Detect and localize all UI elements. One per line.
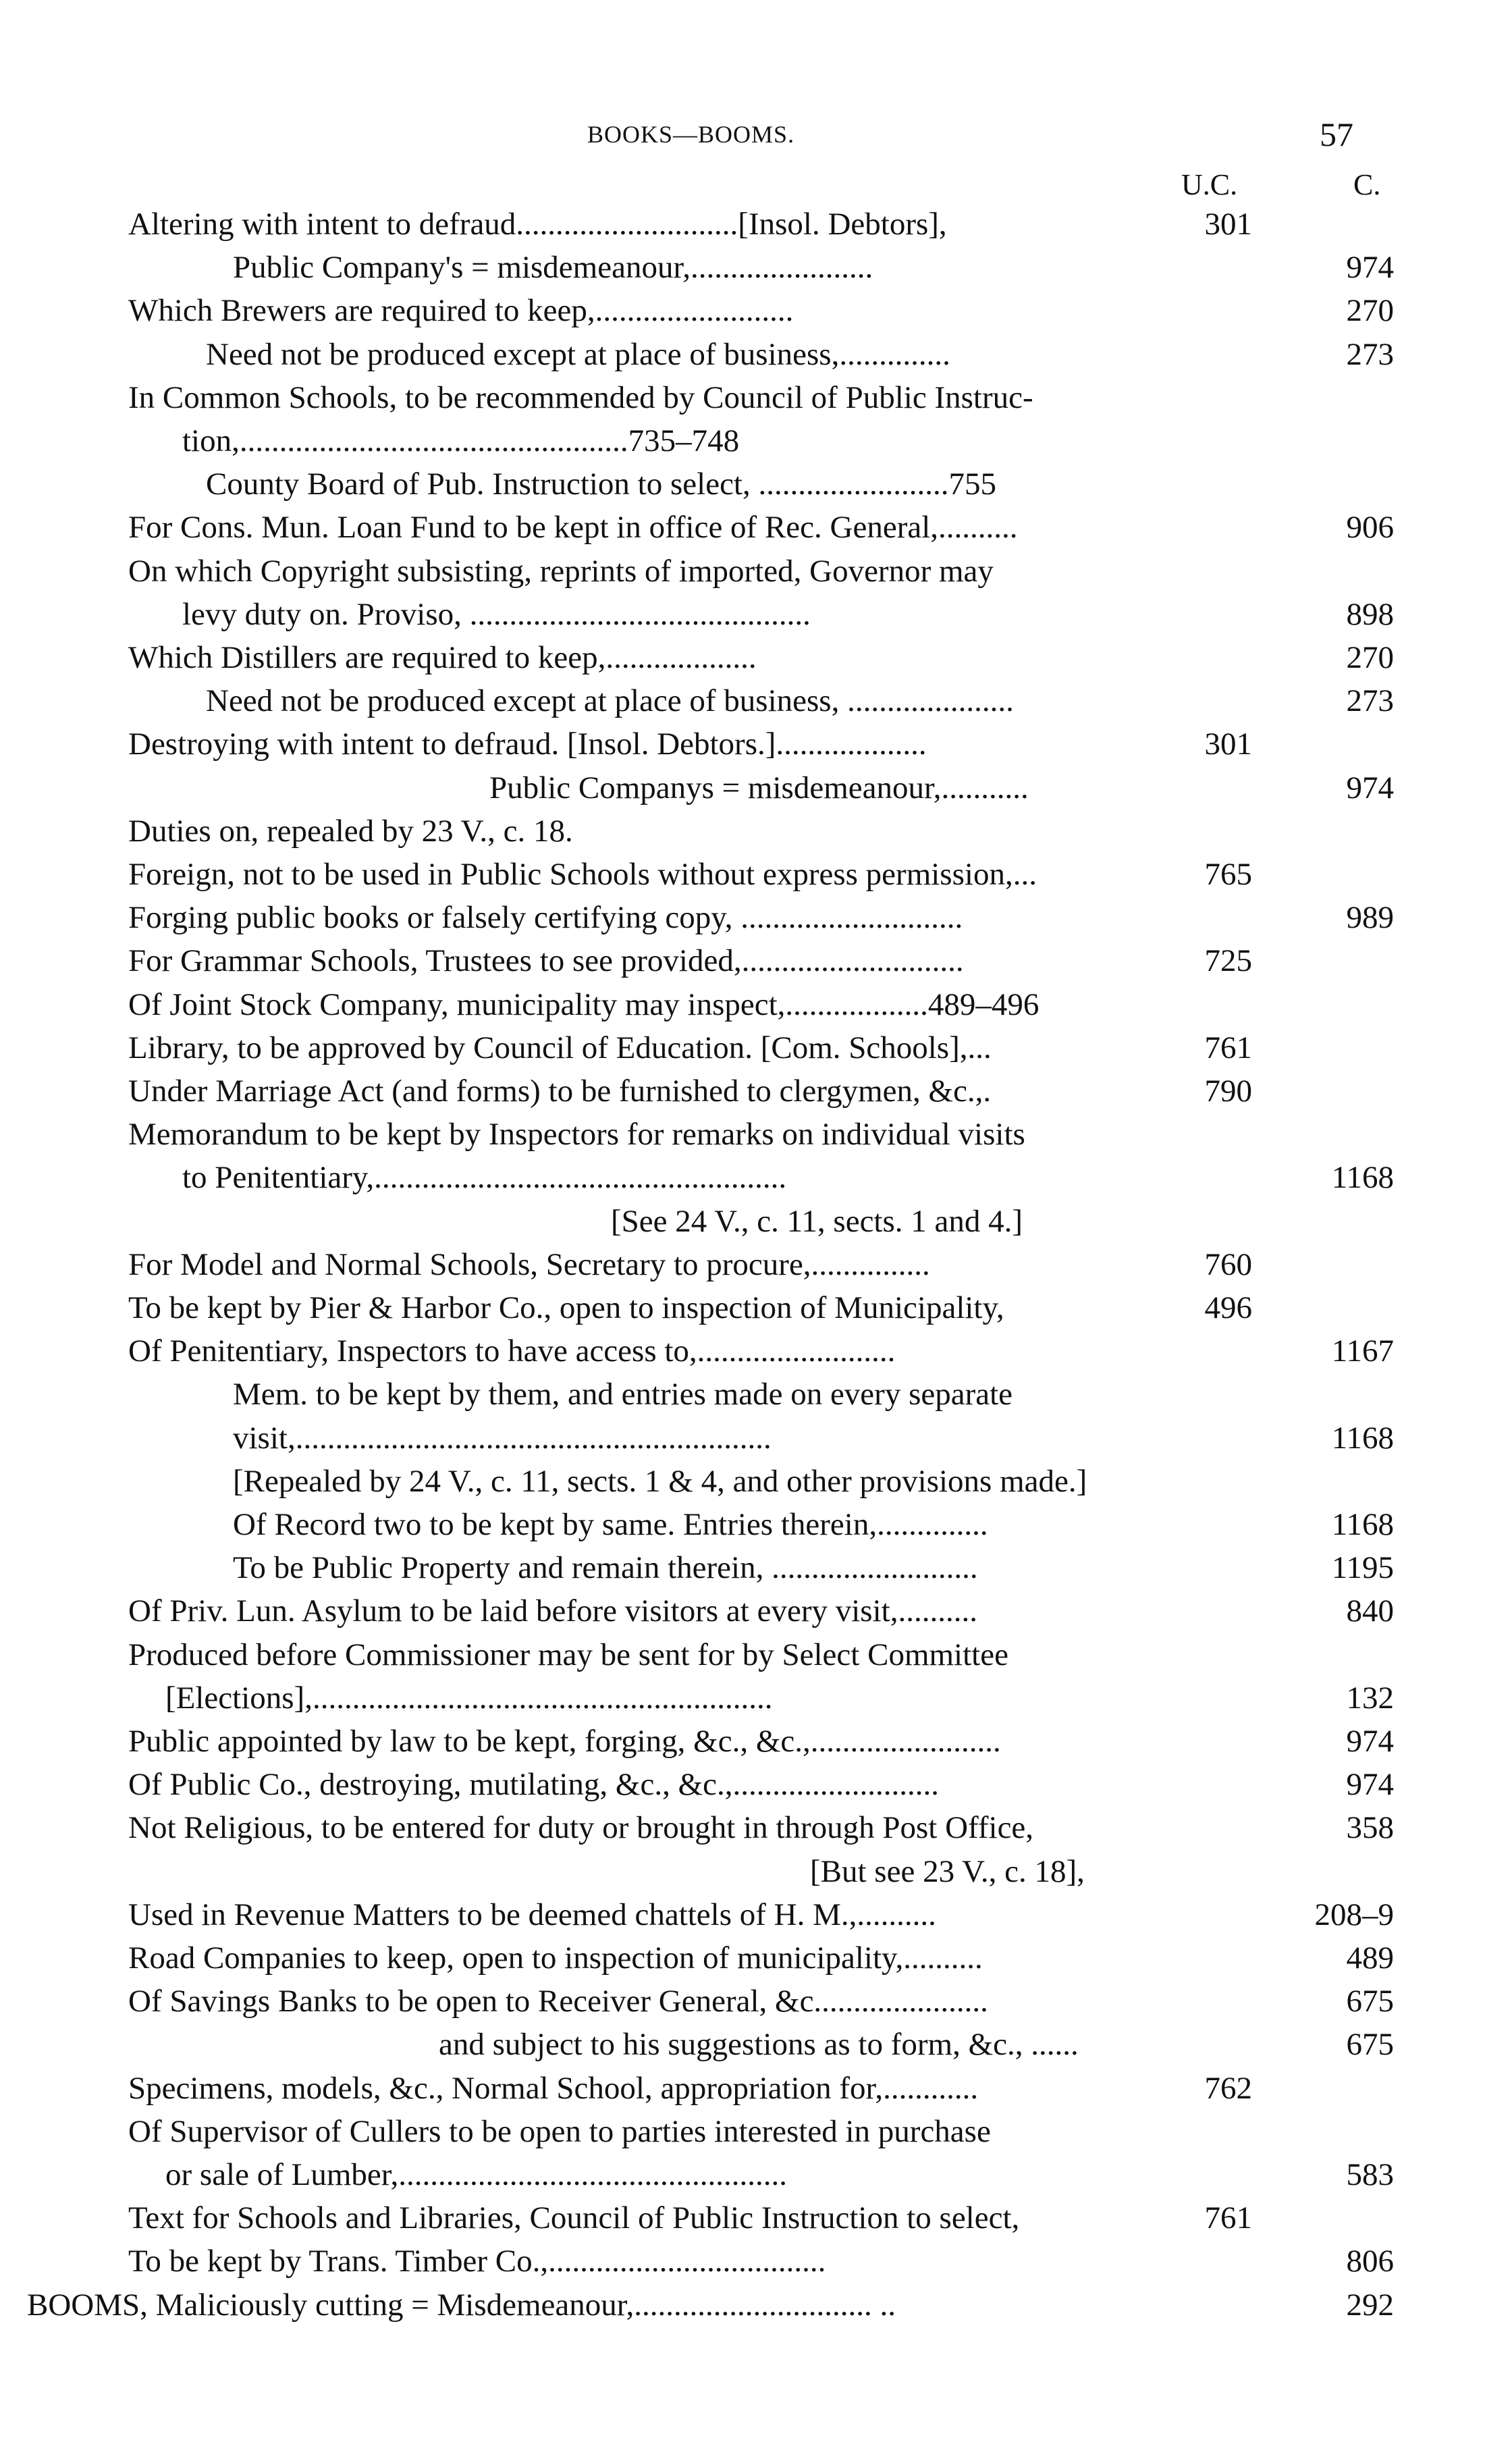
entry-c-ref: 270 (1346, 293, 1394, 329)
entry-text: Need not be produced except at place of business,.............. (206, 336, 950, 372)
index-entry (0, 636, 1512, 679)
entry-text: Road Companies to keep, open to inspection of municipality,.......... (128, 1940, 983, 1976)
index-entry (0, 1850, 1512, 1893)
index-entry (0, 766, 1512, 810)
entry-text: Mem. to be kept by them, and entries made on every separate (233, 1377, 1013, 1412)
index-entry (0, 2110, 1512, 2153)
entry-text: In Common Schools, to be recommended by Council of Public Instruc- (128, 379, 1033, 415)
entry-text: Destroying with intent to defraud. [Insol. Debtors.]................... (128, 726, 927, 762)
entry-text: For Cons. Mun. Loan Fund to be kept in office of Rec. General,.......... (128, 510, 1018, 546)
index-entry (0, 1460, 1512, 1503)
entry-text: Of Public Co., destroying, mutilating, &c., &c.,.......................... (128, 1767, 940, 1803)
entry-text: Foreign, not to be used in Public Schools without express permission,... (128, 857, 1037, 892)
index-entry (0, 2067, 1512, 2110)
index-entry (0, 1763, 1512, 1806)
entry-text: Of Supervisor of Cullers to be open to parties interested in purchase (128, 2113, 991, 2149)
entry-c-ref: 974 (1346, 770, 1394, 805)
index-entry (0, 1589, 1512, 1633)
entry-c-ref: 270 (1346, 640, 1394, 675)
index-entry (0, 1936, 1512, 1980)
index-entry (0, 1113, 1512, 1156)
index-entry (0, 722, 1512, 766)
entry-text: [But see 23 V., c. 18], (810, 1853, 1085, 1889)
index-entry (0, 1200, 1512, 1243)
entry-c-ref: 132 (1346, 1680, 1394, 1716)
entry-text: [Elections],.......................................................... (165, 1680, 773, 1716)
entry-text: For Model and Normal Schools, Secretary to procure,............... (128, 1246, 930, 1282)
index-entry (0, 1243, 1512, 1286)
index-entry (0, 1417, 1512, 1460)
entry-text: Public appointed by law to be kept, forging, &c., &c.,........................ (128, 1724, 1001, 1759)
entry-text: visit,............................................................ (233, 1420, 772, 1456)
entry-c-ref: 273 (1346, 336, 1394, 372)
index-entry (0, 1893, 1512, 1936)
index-entry (0, 203, 1512, 246)
entry-text: to Penitentiary,.................................................... (182, 1160, 787, 1196)
entry-c-ref: 1168 (1331, 1420, 1394, 1456)
entry-c-ref: 675 (1346, 1984, 1394, 2019)
entry-c-ref: 1195 (1331, 1550, 1394, 1586)
index-entry (0, 853, 1512, 896)
index-entry (0, 1980, 1512, 2023)
entry-uc-ref: 765 (1204, 857, 1252, 892)
entry-text: Which Distillers are required to keep,................... (128, 640, 757, 675)
entry-text: and subject to his suggestions as to form, &c., ...... (439, 2027, 1079, 2063)
index-entry (0, 419, 1512, 462)
entry-uc-ref: 760 (1204, 1246, 1252, 1282)
entry-text: [See 24 V., c. 11, sects. 1 and 4.] (611, 1203, 1023, 1239)
entry-text: Not Religious, to be entered for duty or brought in through Post Office, (128, 1810, 1034, 1846)
entry-c-ref: 974 (1346, 1724, 1394, 1759)
entry-uc-ref: 761 (1204, 2200, 1252, 2236)
entry-text: Under Marriage Act (and forms) to be furnished to clergymen, &c.,. (128, 1074, 992, 1109)
entry-text: Of Savings Banks to be open to Receiver General, &c...................... (128, 1984, 988, 2019)
running-header: BOOKS—BOOMS. (587, 121, 795, 148)
entry-c-ref: 898 (1346, 596, 1394, 632)
entry-c-ref: 1168 (1331, 1507, 1394, 1542)
index-entry (0, 1720, 1512, 1763)
entry-c-ref: 989 (1346, 900, 1394, 936)
entry-text: or sale of Lumber,................................................. (165, 2157, 788, 2192)
entry-text: Of Priv. Lun. Asylum to be laid before visitors at every visit,.......... (128, 1593, 977, 1629)
index-entry (0, 896, 1512, 939)
entry-text: Which Brewers are required to keep,......................... (128, 293, 794, 329)
index-entry (0, 1286, 1512, 1329)
index-entry (0, 939, 1512, 982)
entry-text: Used in Revenue Matters to be deemed chattels of H. M.,.......... (128, 1897, 936, 1932)
entry-c-ref: 906 (1346, 510, 1394, 546)
entry-uc-ref: 761 (1204, 1030, 1252, 1065)
index-entry (0, 333, 1512, 376)
column-header-uc: U.C. (1181, 168, 1238, 201)
index-entry (0, 289, 1512, 332)
entry-text: Of Joint Stock Company, municipality may inspect,..................489–496 (128, 986, 1040, 1022)
entry-uc-ref: 790 (1204, 1074, 1252, 1109)
entry-c-ref: 358 (1346, 1810, 1394, 1846)
entry-text: Of Penitentiary, Inspectors to have access to,......................... (128, 1333, 896, 1369)
entry-c-ref: 1167 (1331, 1333, 1394, 1369)
index-entry (0, 1156, 1512, 1199)
entry-uc-ref: 762 (1204, 2070, 1252, 2106)
entry-text: levy duty on. Proviso, ........................................... (182, 596, 811, 632)
index-entry (0, 376, 1512, 419)
entry-c-ref: 840 (1346, 1593, 1394, 1629)
entry-text: Produced before Commissioner may be sent for by Select Committee (128, 1637, 1008, 1672)
entry-text: On which Copyright subsisting, reprints of imported, Governor may (128, 553, 994, 589)
entry-text: Specimens, models, &c., Normal School, appropriation for,............ (128, 2070, 979, 2106)
index-entry (0, 1026, 1512, 1069)
entry-text: Library, to be approved by Council of Education. [Com. Schools],... (128, 1030, 992, 1065)
entry-text: Altering with intent to defraud............................[Insol. Debtors], (128, 207, 947, 242)
entry-text: To be kept by Trans. Timber Co.,................................... (128, 2244, 826, 2279)
entry-text: Need not be produced except at place of business, ..................... (206, 683, 1014, 719)
index-entry (0, 810, 1512, 853)
entry-c-ref: 208–9 (1314, 1897, 1394, 1932)
entry-c-ref: 292 (1346, 2287, 1394, 2323)
entry-text: For Grammar Schools, Trustees to see provided,............................ (128, 943, 964, 979)
index-entry (0, 462, 1512, 506)
entry-c-ref: 489 (1346, 1940, 1394, 1976)
entry-text: Duties on, repealed by 23 V., c. 18. (128, 813, 573, 849)
index-entry (0, 1069, 1512, 1113)
entry-text: [Repealed by 24 V., c. 11, sects. 1 & 4, and other provisions made.] (233, 1463, 1087, 1499)
page-number: 57 (1320, 115, 1353, 153)
index-entry (0, 2283, 1512, 2327)
entry-text: Of Record two to be kept by same. Entries therein,.............. (233, 1507, 988, 1542)
index-entry (0, 1633, 1512, 1676)
index-entry (0, 1676, 1512, 1720)
entry-c-ref: 974 (1346, 1767, 1394, 1803)
entry-uc-ref: 301 (1204, 207, 1252, 242)
entry-text: County Board of Pub. Instruction to select, ........................755 (206, 467, 996, 502)
index-entry (0, 2196, 1512, 2240)
column-header-c: C. (1353, 168, 1381, 201)
entry-text: Forging public books or falsely certifying copy, ............................ (128, 900, 963, 936)
entry-uc-ref: 301 (1204, 726, 1252, 762)
entry-text: To be Public Property and remain therein, .......................... (233, 1550, 978, 1586)
entry-text: Memorandum to be kept by Inspectors for remarks on individual visits (128, 1117, 1025, 1153)
index-entry (0, 593, 1512, 636)
entry-text: To be kept by Pier & Harbor Co., open to inspection of Municipality, (128, 1290, 1004, 1325)
index-entry (0, 1503, 1512, 1546)
index-entry (0, 1546, 1512, 1589)
index-entry (0, 1329, 1512, 1373)
entry-c-ref: 583 (1346, 2157, 1394, 2192)
entry-uc-ref: 496 (1204, 1290, 1252, 1325)
entry-text: Public Company's = misdemeanour,....................... (233, 250, 873, 286)
entry-c-ref: 1168 (1331, 1160, 1394, 1196)
entry-c-ref: 273 (1346, 683, 1394, 719)
entry-text: Text for Schools and Libraries, Council of Public Instruction to select, (128, 2200, 1020, 2236)
index-entry (0, 1806, 1512, 1849)
index-entry (0, 983, 1512, 1026)
index-entry (0, 246, 1512, 289)
index-entry (0, 679, 1512, 722)
entry-text: Public Companys = misdemeanour,........... (489, 770, 1029, 805)
index-entry (0, 550, 1512, 593)
entry-c-ref: 974 (1346, 250, 1394, 286)
entry-text: BOOMS, Maliciously cutting = Misdemeanour,.............................. .. (27, 2287, 896, 2323)
entry-c-ref: 675 (1346, 2027, 1394, 2063)
entry-c-ref: 806 (1346, 2244, 1394, 2279)
index-entry (0, 506, 1512, 549)
index-entry (0, 2153, 1512, 2196)
index-entry (0, 2023, 1512, 2066)
index-entry (0, 2240, 1512, 2283)
entry-text: tion,.................................................735–748 (182, 423, 740, 458)
index-entry (0, 1373, 1512, 1416)
entry-uc-ref: 725 (1204, 943, 1252, 979)
